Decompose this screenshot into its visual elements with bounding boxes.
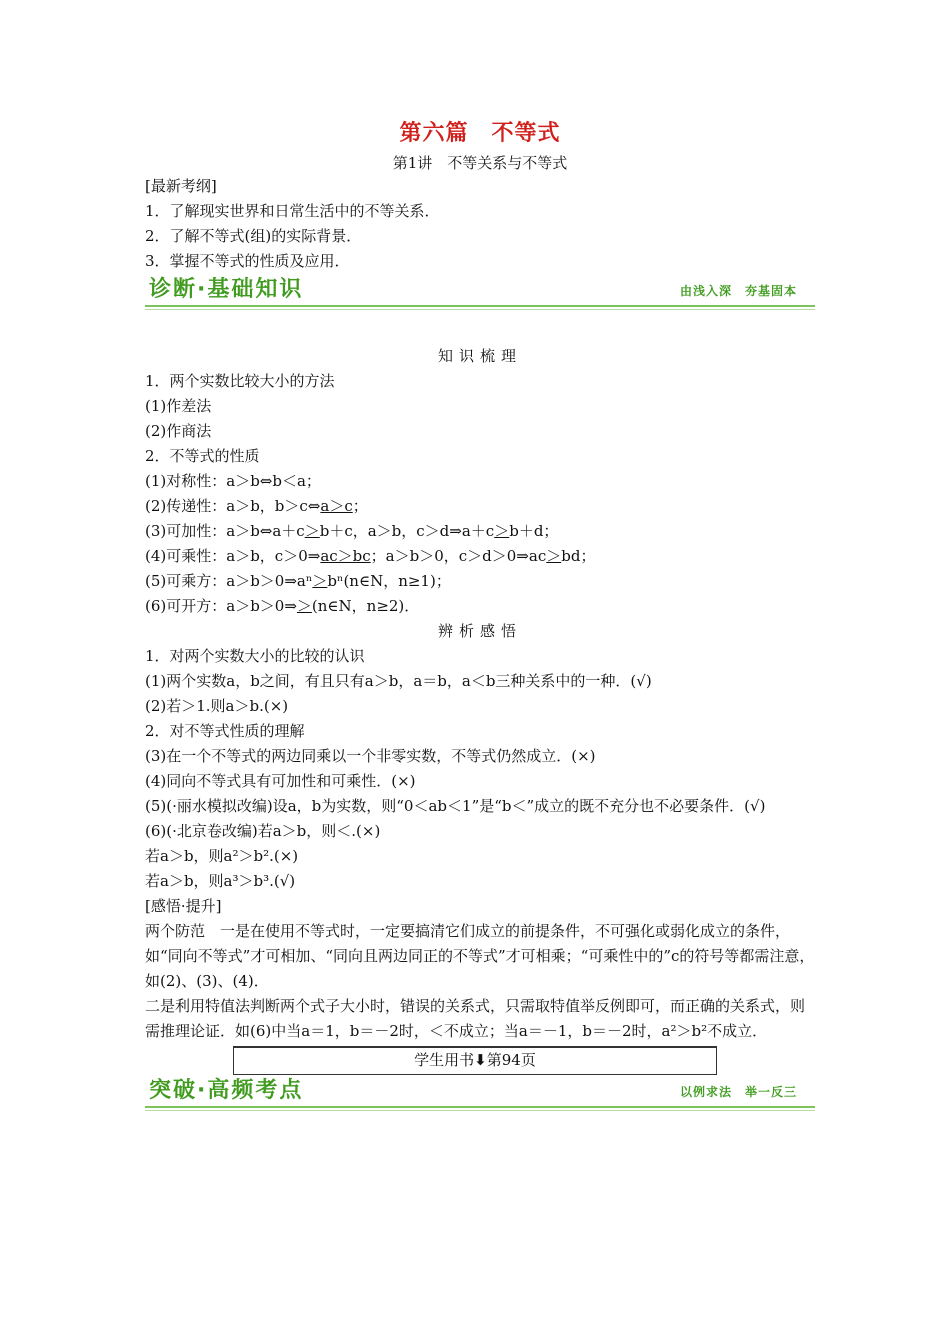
analysis-paragraph: (5)(·丽水模拟改编)设a，b为实数，则“0＜ab＜1”是“b＜”成立的既不充分也不必要条件．(√) — [145, 797, 766, 815]
textbook-reference-box — [233, 1046, 717, 1075]
analysis-line: 1．对两个实数大小的比较的认识 — [145, 647, 365, 665]
arrow-down-icon: ⬇ — [474, 1051, 487, 1069]
text-part: (2)传递性：a＞b，b＞c⇔ — [145, 497, 321, 515]
reference-suffix: 第94页 — [486, 1051, 536, 1069]
banner-tagline: 以例求法 举一反三 — [679, 1085, 797, 1099]
text-part: b＋d； — [509, 522, 559, 540]
knowledge-line: 1．两个实数比较大小的方法 — [145, 372, 335, 390]
analysis-line: (1)两个实数a，b之间，有且只有a＞b，a＝b，a＜b三种关系中的一种．(√) — [145, 672, 652, 690]
reference-prefix: 学生用书 — [414, 1051, 475, 1069]
insight-paragraph: 二是利用特值法判断两个式子大小时，错误的关系式，只需取特值举反例即可，而正确的关系式，则需推理论证．如(6)中当a＝1，b＝－2时，＜不成立；当a＝－1，b＝－2时，a²＞b²不成立． — [145, 997, 806, 1040]
text-part: bⁿ(n∈N，n≥1)； — [327, 572, 451, 590]
text-part: b＋c，a＞b，c＞d⇒a＋c — [319, 522, 495, 540]
text-part: ；a＞b＞0，c＞d＞0⇒ac — [370, 547, 547, 565]
text-part: bd； — [561, 547, 596, 565]
banner-rule — [145, 1106, 815, 1108]
knowledge-line: (2)作商法 — [145, 422, 212, 440]
banner-rule-thin — [145, 1110, 815, 1111]
banner-rule — [145, 305, 815, 307]
text-part: (6)可开方：a＞b＞0⇒ — [145, 597, 297, 615]
text-part: (3)可加性：a＞b⇔a＋c — [145, 522, 305, 540]
banner-title: 诊断·基础知识 — [149, 277, 304, 302]
text-part: (n∈N，n≥2)． — [311, 597, 420, 615]
text-part: (5)可乘方：a＞b＞0⇒aⁿ — [145, 572, 313, 590]
outline-item: 3．掌握不等式的性质及应用． — [145, 252, 350, 270]
property-power — [145, 569, 815, 594]
knowledge-line: 2．不等式的性质 — [145, 447, 260, 465]
answer-blank: ＞ — [494, 522, 510, 540]
property-additivity — [145, 519, 815, 544]
banner-tagline: 由浅入深 夯基固本 — [679, 284, 797, 298]
answer-blank: ac＞bc — [320, 547, 371, 565]
lesson-subtitle: 第1讲 不等关系与不等式 — [392, 154, 568, 172]
section-banner-highfreq — [145, 1077, 815, 1109]
analysis-line: (6)(·北京卷改编)若a＞b，则＜.(×) — [145, 822, 381, 840]
analysis-line: 若a＞b，则a²＞b².(×) — [145, 847, 299, 865]
analysis-line: 2．对不等式性质的理解 — [145, 722, 305, 740]
chapter-title: 第六篇 不等式 — [399, 120, 561, 146]
answer-blank: ＞ — [304, 522, 320, 540]
insight-heading: [感悟·提升] — [145, 897, 222, 915]
text-part: ； — [352, 497, 368, 515]
banner-rule-thin — [145, 309, 815, 310]
property-symmetry: (1)对称性：a＞b⇔b＜a； — [145, 472, 321, 490]
answer-blank: ＞ — [296, 597, 312, 615]
analysis-line: (2)若＞1.则a＞b.(×) — [145, 697, 289, 715]
answer-blank: ＞ — [312, 572, 328, 590]
property-transitivity — [145, 494, 815, 519]
property-multiplicativity — [145, 544, 815, 569]
outline-item: 2．了解不等式(组)的实际背景． — [145, 227, 362, 245]
section-banner-basics — [145, 276, 815, 308]
answer-blank: a＞c — [320, 497, 353, 515]
knowledge-heading: 知识梳理 — [437, 347, 522, 365]
insight-paragraph: 两个防范 一是在使用不等式时，一定要搞清它们成立的前提条件，不可强化或弱化成立的条件，如“同向不等式”才可相加、“同向且两边同正的不等式”才可相乘；“可乘性中的”c的符号等都需注意，如(2)、(3)、(4)． — [145, 922, 815, 990]
outline-item: 1．了解现实世界和日常生活中的不等关系． — [145, 202, 440, 220]
analysis-heading: 辨析感悟 — [437, 622, 522, 640]
banner-title: 突破·高频考点 — [149, 1078, 304, 1103]
analysis-line: 若a＞b，则a³＞b³.(√) — [145, 872, 296, 890]
answer-blank: ＞ — [546, 547, 562, 565]
document-page — [145, 118, 815, 1109]
text-part: (4)可乘性：a＞b，c＞0⇒ — [145, 547, 321, 565]
property-root — [145, 594, 815, 619]
analysis-line: (4)同向不等式具有可加性和可乘性．(×) — [145, 772, 416, 790]
knowledge-line: (1)作差法 — [145, 397, 212, 415]
analysis-line: (3)在一个不等式的两边同乘以一个非零实数，不等式仍然成立．(×) — [145, 747, 596, 765]
outline-heading: [最新考纲] — [145, 177, 217, 195]
